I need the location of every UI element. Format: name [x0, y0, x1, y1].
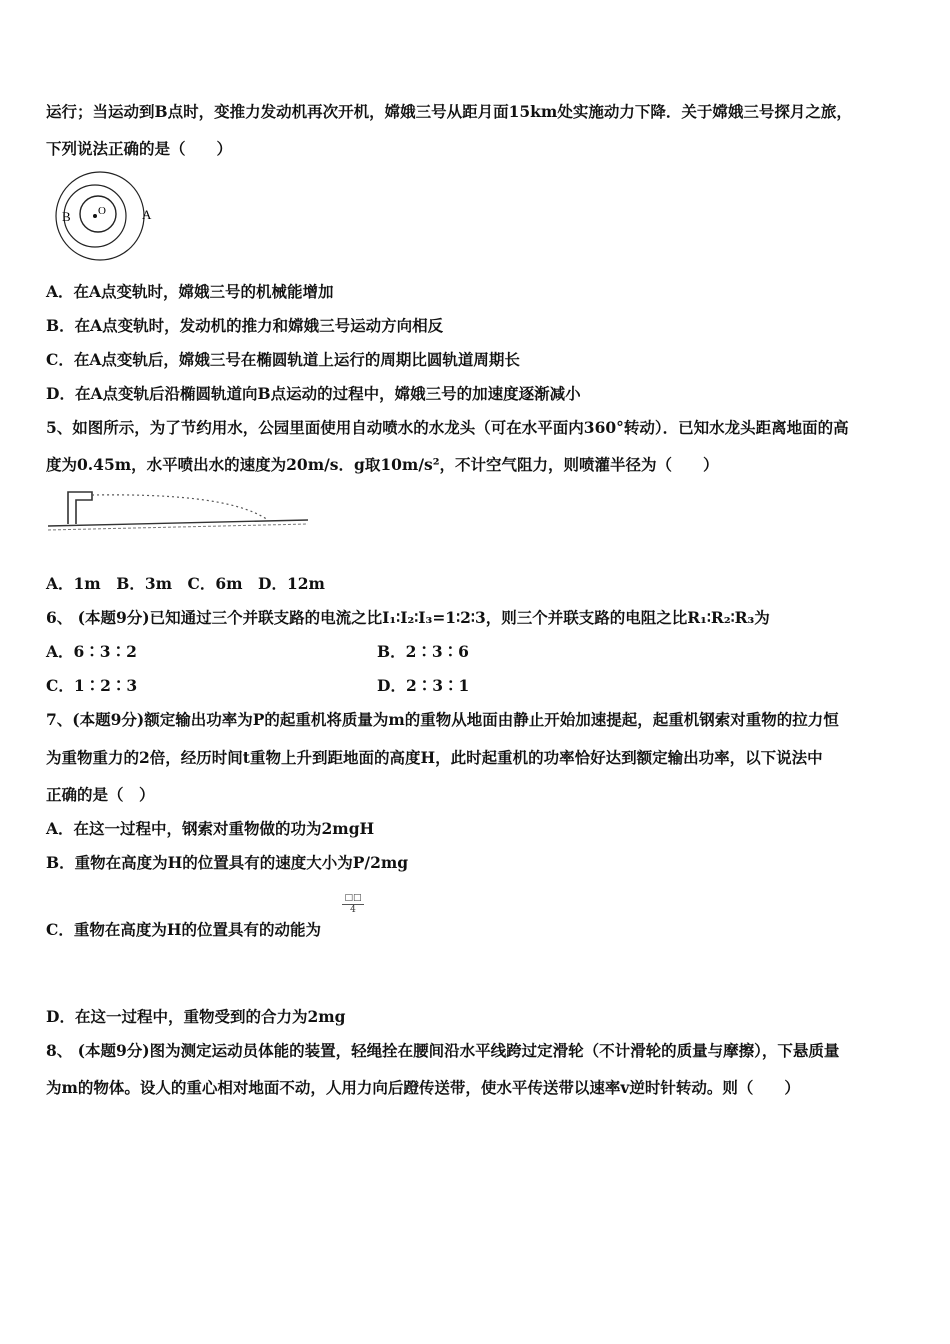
q4-option-c: C．在A点变轨后，嫦娥三号在椭圆轨道上运行的周期比圆轨道周期长 [46, 350, 520, 369]
q7-option-d: D．在这一过程中，重物受到的合力为2mg [46, 1007, 346, 1026]
q5-options: A．1m B．3m C．6m D．12m [46, 574, 325, 593]
orbit-label-b: B [62, 209, 71, 224]
sprinkler-diagram [46, 486, 310, 542]
q7-stem-line2: 为重物重力的2倍，经历时间t重物上升到距地面的高度H，此时起重机的功率恰好达到额定输出功率，以下说法中 [46, 748, 823, 767]
q7-option-c: C．重物在高度为H的位置具有的动能为 [46, 920, 321, 939]
q8-stem-line1: 8、 (本题9分)图为测定运动员体能的装置，轻绳拴在腰间沿水平线跨过定滑轮（不计滑轮的质量与摩擦），下悬质量 [46, 1041, 840, 1060]
q4-stem-line2: 下列说法正确的是（ ） [46, 139, 233, 158]
q4-option-b: B．在A点变轨时，发动机的推力和嫦娥三号运动方向相反 [46, 316, 444, 335]
q6-option-d: D．2∶3∶1 [377, 676, 470, 695]
q6-stem: 6、 (本题9分)已知通过三个并联支路的电流之比I₁∶I₂∶I₃=1∶2∶3，则三个并联支路的电阻之比R₁∶R₂∶R₃为 [46, 608, 770, 627]
q7-option-c-fraction [342, 893, 364, 916]
q4-option-d: D．在A点变轨后沿椭圆轨道向B点运动的过程中，嫦娥三号的加速度逐渐减小 [46, 384, 581, 403]
q7-stem-line1: 7、(本题9分)额定输出功率为P的起重机将质量为m的重物从地面由静止开始加速提起，起重机钢索对重物的拉力恒 [46, 710, 839, 729]
orbit-label-a: A [142, 207, 152, 222]
q7-option-a: A．在这一过程中，钢索对重物做的功为2mgH [46, 819, 375, 838]
fraction-denominator: 4 [350, 905, 356, 915]
q7-stem-line3: 正确的是（ ） [46, 785, 155, 804]
fraction-numerator: □□ [342, 893, 364, 905]
q6-option-b: B．2∶3∶6 [377, 642, 469, 661]
q5-stem-line1: 5、如图所示，为了节约用水，公园里面使用自动喷水的水龙头（可在水平面内360°转动）．已知水龙头距离地面的高 [46, 418, 849, 437]
q6-option-c: C．1∶2∶3 [46, 676, 138, 695]
orbit-diagram [50, 170, 160, 262]
q8-stem-line2: 为m的物体。设人的重心相对地面不动，人用力向后蹬传送带，使水平传送带以速率v逆时针转动。则（ ） [46, 1078, 800, 1097]
q4-option-a: A．在A点变轨时，嫦娥三号的机械能增加 [46, 282, 334, 301]
orbit-label-o: O [98, 205, 106, 217]
q7-option-b: B．重物在高度为H的位置具有的速度大小为P/2mg [46, 853, 409, 872]
q4-stem-line1: 运行；当运动到B点时，变推力发动机再次开机，嫦娥三号从距月面15km处实施动力下降．关于嫦娥三号探月之旅， [46, 102, 852, 121]
q5-stem-line2: 度为0.45m，水平喷出水的速度为20m/s．g取10m/s²，不计空气阻力，则喷灌半径为（ ） [46, 455, 719, 474]
q6-option-a: A．6∶3∶2 [46, 642, 137, 661]
